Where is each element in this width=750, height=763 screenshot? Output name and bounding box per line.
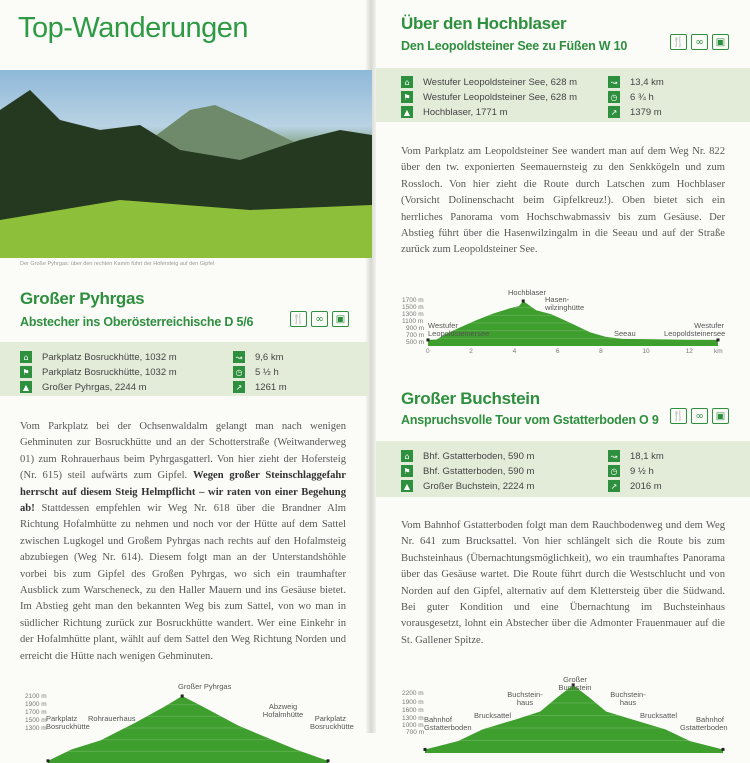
y-tick: 900 m — [406, 325, 425, 332]
profile-label: Westufer Leopoldsteinersee — [664, 321, 726, 338]
y-tick: 1700 m — [25, 709, 47, 716]
distance: 9,6 km — [255, 351, 284, 363]
profile-label: Bahnhof Gstatterboden — [680, 715, 728, 732]
x-tick: 2 — [469, 348, 473, 355]
restaurant-icon: 🍴 — [670, 34, 687, 50]
ascent-icon: ↗ — [608, 106, 620, 118]
y-tick: 2100 m — [25, 693, 47, 700]
waypoint-marker — [424, 748, 427, 751]
profile-label: Großer Pyhrgas — [178, 682, 232, 691]
tour-subtitle: Den Leopoldsteiner See zu Füßen W 10 — [401, 39, 628, 53]
start-point: Parkplatz Bosruckhütte, 1032 m — [42, 351, 177, 363]
tour-title: Großer Pyhrgas — [20, 289, 145, 308]
tour-feature-icons — [290, 311, 349, 327]
profile-label: Bahnhof Gstatterboden — [424, 715, 472, 732]
summit: Großer Pyhrgas, 2244 m — [42, 381, 147, 393]
bus-icon: ▣ — [712, 408, 729, 424]
ascent-icon: ↗ — [608, 480, 620, 492]
clock-icon: ◷ — [233, 366, 245, 378]
x-tick: 8 — [599, 348, 603, 355]
tour-info-box — [0, 342, 368, 396]
page-title: Top-Wanderungen — [18, 12, 249, 44]
start-point: Bhf. Gstatterboden, 590 m — [423, 450, 535, 462]
duration: 6 ¾ h — [630, 91, 654, 103]
tour-description — [20, 419, 346, 665]
clock-icon: ◷ — [608, 91, 620, 103]
end-icon: ⚑ — [401, 91, 413, 103]
y-tick: 1300 m — [25, 725, 47, 732]
waypoint-marker — [47, 759, 50, 762]
y-tick: 1600 m — [402, 707, 424, 714]
y-tick: 1900 m — [25, 701, 47, 708]
y-tick: 700 m — [406, 332, 425, 339]
x-tick: 10 — [642, 348, 650, 355]
binoculars-icon: ∞ — [311, 311, 328, 327]
profile-label: Parkplatz Bosruckhütte — [310, 714, 354, 731]
start-point: Westufer Leopoldsteiner See, 628 m — [423, 76, 578, 88]
description-part: Vom Parkplatz bei der Ochsenwaldalm gelangt man nach wenigen Gehminuten zur Bosruckhütte und an der Schotterstraße (Weitwanderweg 01) zum Rohrauerhaus beim Pyhrgasgatterl. Von hier zieht der Hofersteig (Nr. 615) steil aufwärts zum Gipfel. — [20, 421, 346, 482]
restaurant-icon: 🍴 — [290, 311, 307, 327]
distance-icon: ↝ — [608, 450, 620, 462]
mountain-photo-illustration — [0, 70, 372, 258]
distance-icon: ↝ — [233, 351, 245, 363]
clock-icon: ◷ — [608, 465, 620, 477]
profile-label: Abzweig Hofalmhütte — [262, 702, 304, 719]
profile-label: Seeau — [614, 329, 636, 338]
summit-icon: ▲ — [401, 480, 413, 492]
summit: Hochblaser, 1771 m — [423, 106, 508, 118]
profile-label: Brucksattel — [474, 711, 512, 720]
binoculars-icon: ∞ — [691, 34, 708, 50]
y-tick: 1000 m — [402, 722, 424, 729]
summit-icon: ▲ — [401, 106, 413, 118]
start-icon: ⌂ — [401, 450, 413, 462]
end-icon: ⚑ — [401, 465, 413, 477]
y-tick: 500 m — [406, 339, 425, 346]
y-tick: 1700 m — [402, 297, 424, 304]
y-tick: 700 m — [406, 729, 425, 736]
end-point: Parkplatz Bosruckhütte, 1032 m — [42, 366, 177, 378]
mountain-photo — [0, 70, 372, 258]
profile-label: Parkplatz Bosruckhütte — [46, 714, 90, 731]
start-icon: ⌂ — [20, 351, 32, 363]
bus-icon: ▣ — [332, 311, 349, 327]
tour-title: Über den Hochblaser — [401, 14, 567, 33]
profile-label: Buchstein-haus — [610, 690, 646, 707]
x-tick: 6 — [555, 348, 560, 355]
restaurant-icon: 🍴 — [670, 408, 687, 424]
start-icon: ⌂ — [401, 76, 413, 88]
binoculars-icon: ∞ — [691, 408, 708, 424]
profile-label: Großer Buchstein — [558, 675, 592, 692]
profile-label: Hochblaser — [508, 288, 546, 297]
summit: Großer Buchstein, 2224 m — [423, 480, 535, 492]
end-point: Westufer Leopoldsteiner See, 628 m — [423, 91, 578, 103]
x-tick: 12 — [685, 348, 693, 355]
safety-warning: Wegen großer Steinschlaggefahr herrscht auf diesem Steig Helmpflicht – wir raten von einer Begehung ab! — [20, 470, 346, 515]
waypoint-marker — [327, 759, 330, 762]
x-tick: km — [714, 348, 723, 355]
x-tick: 4 — [512, 348, 517, 355]
y-tick: 1300 m — [402, 715, 424, 722]
tour-feature-icons — [670, 408, 729, 424]
y-tick: 1500 m — [25, 717, 47, 724]
x-tick: 0 — [426, 348, 430, 355]
tour-title: Großer Buchstein — [401, 389, 540, 408]
ascent: 1261 m — [255, 381, 287, 393]
tour-feature-icons — [670, 34, 729, 50]
ascent: 1379 m — [630, 106, 662, 118]
photo-caption: Der Große Pyhrgas: über den rechten Kamm führt der Hofersteig auf den Gipfel — [20, 261, 215, 267]
y-tick: 1100 m — [402, 318, 424, 325]
distance: 13,4 km — [630, 76, 664, 88]
waypoint-marker — [427, 338, 430, 341]
distance: 18,1 km — [630, 450, 664, 462]
tour-subtitle: Abstecher ins Oberösterreichische D 5/6 — [20, 315, 254, 329]
profile-label: Westufer Leopoldsteinersee — [428, 321, 490, 338]
end-point: Bhf. Gstatterboden, 590 m — [423, 465, 535, 477]
y-tick: 1900 m — [402, 699, 424, 706]
duration: 5 ½ h — [255, 366, 279, 378]
y-tick: 1300 m — [402, 311, 424, 318]
profile-area — [425, 685, 728, 753]
tour-description: Vom Bahnhof Gstatterboden folgt man dem Rauchbodenweg und dem Weg Nr. 641 zum Brucksattel. Von hier schlängelt sich die Route bis zum Buchsteinhaus (Übernachtungsmöglichkeit), wo ein traumhaftes Panorama über das Gesäuse wartet. Die Route führt durch die Westschlucht und von Norden auf den Gipfel, alternativ auf dem Klettersteig über die Südwand. Bei guter Kondition und eine Übernachtung im Buchsteinhaus vorausgesetzt, lohnt ein Abstecher über die Admonter Frauenmauer auf die St. Gallener Spitze. — [401, 520, 725, 646]
distance-icon: ↝ — [608, 76, 620, 88]
tour-info-box — [376, 441, 750, 497]
waypoint-marker — [717, 338, 720, 341]
waypoint-marker — [181, 695, 184, 698]
profile-label: Rohrauerhaus — [88, 714, 136, 723]
end-icon: ⚑ — [20, 366, 32, 378]
profile-label: Buchstein-haus — [507, 690, 543, 707]
tour-info-box — [376, 68, 750, 122]
profile-label: Brucksattel — [640, 711, 678, 720]
ascent-icon: ↗ — [233, 381, 245, 393]
y-tick: 1500 m — [402, 304, 424, 311]
ascent: 2016 m — [630, 480, 662, 492]
waypoint-marker — [522, 299, 525, 302]
waypoint-marker — [722, 748, 725, 751]
bus-icon: ▣ — [712, 34, 729, 50]
description-part: Stattdessen empfehlen wir Weg Nr. 618 über die Brandner Alm Richtung Hofalmhütte zu nehmen und noch vor der Hütte auf dem Sattel zwischen Lugkogel und Großem Pyhrgas nach rechts auf den Hofalmsteig abzubiegen (Weg Nr. 614). Diesem folgt man an der Unterstandshöhle vorbei bis zum Gipfel des Großen Pyhrgas, wo sich ein traumhafter Ausblick zum Warscheneck, zu den Haller Mauern und ins Gesäuse bietet. Im Abstieg geht man den bekannten Weg bis zum Sattel, von wo man in südlicher Richtung zurück zur Bosruckhütte wandert. Wer eine Einkehr in der Hofalmhütte plant, wählt auf dem Sattel den Weg Richtung Norden und erreicht die Hütte nach wenigen Gehminuten. — [20, 503, 346, 662]
tour-description: Vom Parkplatz am Leopoldsteiner See wandert man auf dem Weg Nr. 822 über den tw. exponierten Seemauernsteig zu den Senkkögeln und zum Rossloch. Von hier zieht die Route durch Latschen zum Hochblaser (Vorsicht Dolinenschacht beim Gipfelkreuz!). Oben bietet sich ein herrliches Panorama vom Hochschwabmassiv bis zum Gesäuse. Der Abstieg führt über die Hasenwilzingalm in die Seeau und auf der Straße zurück zum Leopoldsteiner See. — [401, 146, 725, 256]
tour-subtitle: Anspruchsvolle Tour vom Gstatterboden O 9 — [401, 413, 659, 427]
y-tick: 2200 m — [402, 690, 424, 697]
profile-label: Hasen-wilzinghütte — [545, 295, 585, 312]
duration: 9 ½ h — [630, 465, 654, 477]
summit-icon: ▲ — [20, 381, 32, 393]
